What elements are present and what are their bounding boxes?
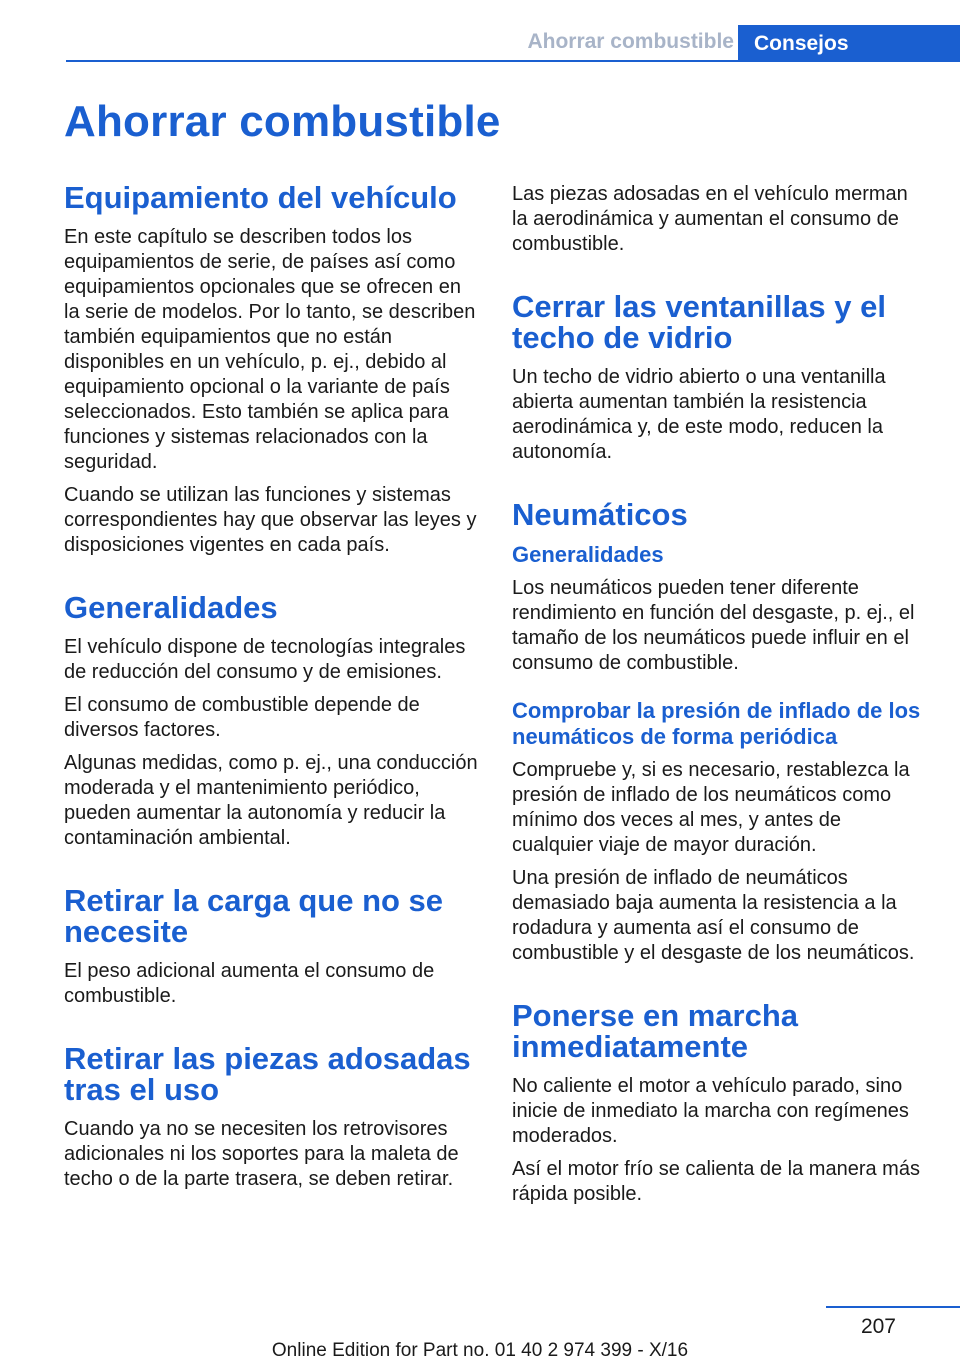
paragraph: Compruebe y, si es necesario, restablezca la presión de inflado de los neumáticos como mínimo dos veces al mes, y antes de cualquier viaje de mayor duración. xyxy=(512,759,910,856)
heading-retirar-carga: Retirar la carga que no se necesite xyxy=(64,883,444,949)
heading-cerrar-ventanillas: Cerrar las ventanillas y el techo de vidrio xyxy=(512,289,886,355)
paragraph: El consumo de combustible depende de diversos factores. xyxy=(64,694,420,741)
paragraph: Una presión de inflado de neumáticos demasiado baja aumenta la resistencia a la rodadura y aumenta así el consumo de combustible y el desgaste de los neumáticos. xyxy=(512,867,915,964)
paragraph: Los neumáticos pueden tener diferente rendimiento en función del desgaste, p. ej., el tamaño de los neumáticos puede influir en el consumo de combustible. xyxy=(512,577,915,674)
subheading-generalidades: Generalidades xyxy=(512,542,664,567)
paragraph: Las piezas adosadas en el vehículo merman la aerodinámica y aumentan el consumo de combustible. xyxy=(512,183,908,255)
heading-retirar-piezas: Retirar las piezas adosadas tras el uso xyxy=(64,1041,471,1107)
paragraph: Así el motor frío se calienta de la manera más rápida posible. xyxy=(512,1158,920,1205)
header-section-label: Ahorrar combustible xyxy=(527,30,734,53)
paragraph: El vehículo dispone de tecnologías integrales de reducción del consumo y de emisiones. xyxy=(64,636,466,683)
header-divider xyxy=(66,60,960,62)
header-chapter-label: Consejos xyxy=(754,31,849,55)
page-number: 207 xyxy=(860,1315,896,1338)
footer-edition-text: Online Edition for Part no. 01 40 2 974 399 - X/16 xyxy=(271,1340,689,1361)
heading-neumaticos: Neumáticos xyxy=(512,497,688,532)
page-header xyxy=(0,0,960,62)
heading-equipamiento: Equipamiento del vehículo xyxy=(64,180,457,215)
heading-generalidades: Generalidades xyxy=(64,590,278,625)
paragraph: Cuando ya no se necesiten los retrovisores adicionales ni los soportes para la maleta de techo o de la parte trasera, se deben retirar. xyxy=(64,1118,459,1190)
footer-divider xyxy=(826,1306,960,1308)
left-column xyxy=(64,182,479,1200)
page-title: Ahorrar combustible xyxy=(64,97,501,146)
heading-ponerse-en-marcha: Ponerse en marcha inmediatamente xyxy=(512,998,799,1064)
paragraph: El peso adicional aumenta el consumo de combustible. xyxy=(64,960,435,1007)
paragraph: No caliente el motor a vehículo parado, sino inicie de inmediato la marcha con regímenes moderados. xyxy=(512,1075,909,1147)
subheading-presion-inflado: Comprobar la presión de inflado de los neumáticos de forma periódica xyxy=(512,698,921,749)
right-column xyxy=(512,182,927,1215)
paragraph: En este capítulo se describen todos los equipamientos de serie, de países así como equipamientos opcionales que se ofrecen en la serie de modelos. Por lo tanto, se describen también equipamientos que no están disponibles en un vehículo, p. ej., debido al equipamiento opcional o la variante de país seleccionados. Esto también se aplica para funciones y sistemas relacionados con la seguridad. xyxy=(64,226,476,473)
paragraph: Cuando se utilizan las funciones y sistemas correspondientes hay que observar las leyes y disposiciones vigentes en cada país. xyxy=(64,484,477,556)
paragraph: Un techo de vidrio abierto o una ventanilla abierta aumentan también la resistencia aerodinámica y, de este modo, reducen la autonomía. xyxy=(512,366,886,463)
header-chapter-tab xyxy=(738,25,960,62)
paragraph: Algunas medidas, como p. ej., una conducción moderada y el mantenimiento periódico, pueden aumentar la autonomía y reducir la contaminación ambiental. xyxy=(64,752,478,849)
